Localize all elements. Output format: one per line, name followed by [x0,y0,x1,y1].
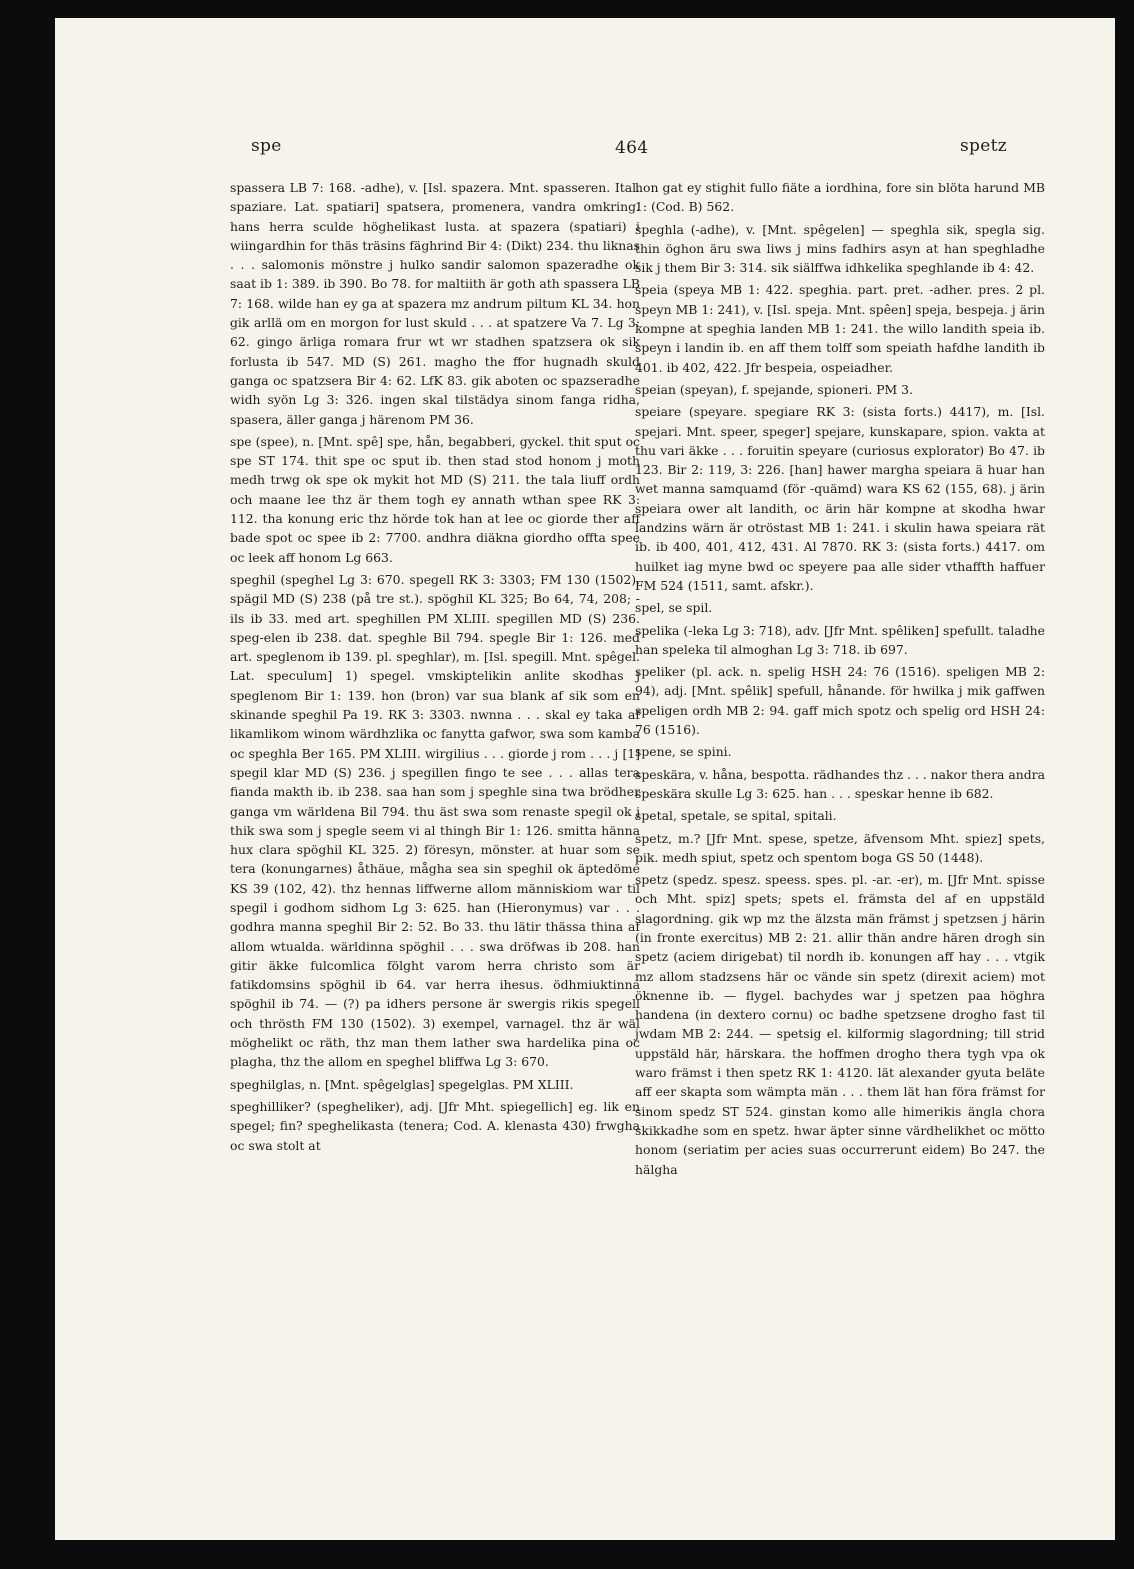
right-column [635,178,1045,1179]
entry-speghilglas: speghilglas, n. [Mnt. spêgelglas] spegelglas. PM XLIII. [230,1076,574,1092]
entry-speghilliker: speghilliker? (spegheliker), adj. [Jfr Mht. spiegellich] eg. lik en spegel; fin? speghelikasta (tenera; Cod. A. klenasta 430) frwgha oc swa stolt at [230,1098,640,1153]
entry-speghil: speghil (speghel Lg 3: 670. spegell RK 3: 3303; FM 130 (1502). spägil MD (S) 238 (på tre st.). spöghil KL 325; Bo 64, 74, 208; -ils ib 33. med art. speghillen PM XLIII. spegillen MD (S) 236. speg-elen ib 238. dat. speghle Bil 794. spegle Bir 1: 126. med art. speglenom ib 139. pl. speghlar), m. [Isl. spegill. Mnt. spêgel. Lat. speculum] 1) spegel. vmskiptelikin anlite skodhas j speglenom Bir 1: 139. hon (bron) var sua blank af sik som en skinande speghil Pa 19. RK 3: 3303. nwnna . . . skal ey taka af likamlikom winom wärdhzlika oc fanytta gafwor, swa som kamba oc speghla Ber 165. PM XLIII. wirgilius . . . giorde j rom . . . j [1] spegil klar MD (S) 236. j spegillen fingo te see . . . allas tera fianda makth ib. ib 238. saa han som j speghle sina twa brödher ganga vm wärldena Bil 794. thu äst swa som renaste spegil ok j thik swa som j spegle seem vi al thingh Bir 1: 126. smitta hänna hux clara spöghil KL 325. 2) föresyn, mönster. at huar som se tera (konungarnes) åthäue, mågha sea sin speghil ok äptedöme KS 39 (102, 42). thz hennas liffwerne allom människiom war til spegil i godhom sidhom Lg 3: 625. han (Hieronymus) var . . . godhra manna speghil Bir 2: 52. Bo 33. thu lätir thässa thina af allom wtualda. wärldinna spöghil . . . swa dröfwas ib 208. han gitir äkke fulcomlica fölght varom herra christo som är fatikdomsins spöghil ib 64. var herra ihesus. ödhmiuktinna spöghil ib 74. — (?) pa idhers persone är swergis rikis spegell och thrösth FM 130 (1502). 3) exempel, varnagel. thz är wäl möghelikt oc räth, thz man them lather swa hardelika pina oc plagha, thz the allom en speghel bliffwa Lg 3: 670. [230,571,640,1070]
entry-speia: speia (speya MB 1: 422. speghia. part. pret. -adher. pres. 2 pl. speyn MB 1: 241), v. [Isl. speja. Mnt. spêen] speja, bespeja. j ärin kompne at speghia landen MB 1: 241. the willo landith speia ib. speyn i landin ib. en aff them tolff som speiath hafdhe landith ib 401. ib 402, 422. Jfr bespeia, ospeiadher. [635,282,1045,375]
entry-spetz-2: spetz (spedz. spesz. speess. spes. pl. -ar. -er), m. [Jfr Mnt. spisse och Mht. spiz] spets; spets el. främsta del af en uppstäld slagordning. gik wp mz the älzsta män främst j spetzsen j härin (in fronte exercitus) MB 2: 21. allir thän andre hären drogh sin spetz (aciem dirigebat) til nordh ib. konungen aff hay . . . vtgik mz allom stadzsens här oc vände sin spetz (direxit aciem) mot öknenne ib. — flygel. bachydes war j spetzen paa höghra handena (in dextero cornu) oc badhe spetzsene drogho fast til jwdam MB 2: 244. — spetsig el. kilformig slagordning; till strid uppstäld här, härskara. the hoffmen drogho thera tygh vpa ok waro främst i then spetz RK 1: 4120. lät alexander gyuta beläte aff eer skapta som wämpta män . . . them lät han föra främst for sinom spedz ST 524. ginstan komo alle himerikis ängla chora skikkadhe som en spetz. hwar äpter sinne värdhelikhet oc mötto honom (seriatim per acies suas occurrerunt eidem) Bo 247. the hälgha [635,872,1045,1177]
entry-spetal: spetal, spetale, se spital, spitali. [635,808,837,824]
entry-continuation: hon gat ey stighit fullo fiäte a iordhina, fore sin blöta harund MB 1: (Cod. B) 562. [635,180,1045,215]
entry-spel: spel, se spil. [635,600,713,616]
entry-speian: speian (speyan), f. spejande, spioneri. PM 3. [635,381,913,397]
running-head-left: spe [251,136,282,156]
entry-speskara: speskära, v. håna, bespotta. rädhandes thz . . . nakor thera andra speskära skulle Lg 3: 625. han . . . speskar henne ib 682. [635,766,1045,801]
page-number: 464 [615,138,649,158]
entry-spene: spene, se spini. [635,744,732,760]
left-column [230,178,640,1155]
entry-speliker: speliker (pl. ack. n. spelig HSH 24: 76 (1516). speligen MB 2: 94), adj. [Mnt. spêlik] spefull, hånande. för hwilka j mik gaffwen speligen ordh MB 2: 94. gaff mich spotz och spelig ord HSH 24: 76 (1516). [635,664,1045,738]
dictionary-page [55,18,1115,1540]
entry-spe: spe (spee), n. [Mnt. spê] spe, hån, begabberi, gyckel. thit sput oc spe ST 174. thit spe oc sput ib. then stad stod honom j moth medh trwg ok spe ok mykit hot MD (S) 211. the tala liuff ordh och maane lee thz är them togh ey annath wthan spee RK 3: 112. tha konung eric thz hörde tok han at lee oc giorde ther aff bade spot oc spee ib 2: 7700. andhra diäkna giordho offta spee oc leek aff honom Lg 663. [230,433,640,565]
entry-speiare: speiare (speyare. spegiare RK 3: (sista forts.) 4417), m. [Isl. spejari. Mnt. speer, speger] spejare, kunskapare, spion. vakta at thu vari äkke . . . foruitin speyare (curiosus explorator) Bo 47. ib 123. Bir 2: 119, 3: 226. [han] hawer margha speiara ä huar han wet manna samquamd (för -quämd) wara KS 62 (155, 68). j ärin speiara ower alt landith, oc ärin här kompne at skodha hwar landzins wärn är otröstast MB 1: 241. i skulin hawa speiara rät ib. ib 400, 401, 412, 431. Al 7870. RK 3: (sista forts.) 4417. om huilket iag myne bwd oc speyere paa alle sider vthaffth haffuer FM 524 (1511, samt. afskr.). [635,404,1045,593]
entry-spetz-1: spetz, m.? [Jfr Mnt. spese, spetze, äfvensom Mht. spiez] spets, pik. medh spiut, spetz och spentom boga GS 50 (1448). [635,830,1045,865]
entry-spassera: spassera LB 7: 168. -adhe), v. [Isl. spazera. Mnt. spasseren. Ital. spaziare. Lat. spatiari] spatsera, promenera, vandra omkring. hans herra sculde höghelikast lusta. at spazera (spatiari) i wiingardhin for thäs träsins fäghrind Bir 4: (Dikt) 234. thu liknas . . . salomonis mönstre j hulko sandir salomon spazeradhe ok saat ib 1: 389. ib 390. Bo 78. for maltiith är goth ath spassera LB 7: 168. wilde han ey ga at spazera mz andrum piltum KL 34. hon gik arllä om en morgon for lust skuld . . . at spatzere Va 7. Lg 3: 62. gingo ärliga romara frur wt wr stadhen spatzsera ok sik forlusta ib 547. MD (S) 261. magho the ffor hugnadh skuld ganga oc spatzsera Bir 4: 62. LfK 83. gik aboten oc spazseradhe widh syön Lg 3: 326. ingen skal tilstädya sinom fanga ridha, spasera, äller ganga j härenom PM 36. [230,180,640,427]
entry-speghla: speghla (-adhe), v. [Mnt. spêgelen] — speghla sik, spegla sig. thin öghon äru swa liws j mins fadhirs asyn at han speghladhe sik j them Bir 3: 314. sik siälffwa idhkelika speghlande ib 4: 42. [635,221,1045,276]
entry-spelika: spelika (-leka Lg 3: 718), adv. [Jfr Mnt. spêliken] spefullt. taladhe han speleka til almoghan Lg 3: 718. ib 697. [635,622,1045,657]
running-head-right: spetz [960,136,1007,156]
